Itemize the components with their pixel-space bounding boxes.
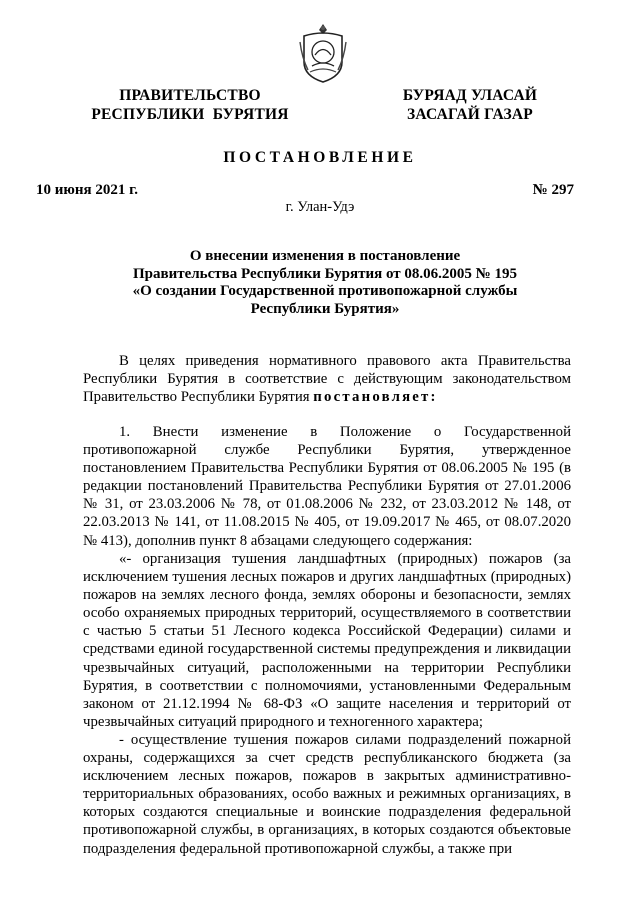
header-right-line-2: ЗАСАГАЙ ГАЗАР [407,106,533,123]
amendment-paragraph-2: - осуществление тушения пожаров силами подразделений пожарной охраны, содержащихся за счет средств республиканского бюджета (за исключением лесных пожаров, пожаров в закрытых административно-территориальных образованиях, особо важных и режимных организациях, в которых создаются специальные и воинские подразделения федеральной противопожарной службы, в организациях, в которых создаются объектовые подразделения федеральной противопожарной службы, а также при [83,731,571,857]
document-city: г. Улан-Удэ [285,199,355,215]
document-date: 10 июня 2021 г. [36,182,138,198]
item-1-paragraph [83,423,571,550]
subject-line-3: «О создании Государственной противопожарной службы [132,283,518,299]
subject-line-1: О внесении изменения в постановление [189,248,461,264]
item-1-text: 1. Внести изменение в Положение о Государственной противопожарной службе Республики Бурятия, утвержденное постановлением Правительства Республики Бурятия от 08.06.2005 № 195 (в редакции постановлений Правительства Республики Бурятия от 27.01.2006 № 31, от 23.03.2006 № 78, от 01.08.2006 № 232, от 23.03.2012 № 148, от 22.03.2013 № 141, от 11.08.2015 № 405, от 19.09.2017 № 465, от 08.07.2020 № 413), дополнив пункт 8 абзацами следующего содержания: [83,424,571,549]
subject-line-4: Республики Бурятия» [250,300,400,317]
coat-of-arms-icon [298,22,348,84]
preamble-text: В целях приведения нормативного правового акта Правительства Республики Бурятия в соответствие с действующим законодательством Правительство Республики Бурятия [83,353,571,406]
preamble-paragraph [83,352,571,406]
decree-word: постановляет: [313,389,438,406]
government-name-buryat [372,86,568,124]
header-left-line-2: РЕСПУБЛИКИ БУРЯТИЯ [91,106,289,123]
header-left-line-1: ПРАВИТЕЛЬСТВО [119,87,261,104]
amendment-paragraph-1: «- организация тушения ландшафтных (природных) пожаров (за исключением тушения лесных пожаров и других ландшафтных (природных) пожаров на землях лесного фонда, землях обороны и безопасности, землях особо охраняемых природных территорий, осуществляемого в соответствии с частью 5 статьи 51 Лесного кодекса Российской Федерации) силами и средствами единой государственной системы предупреждения и ликвидации чрезвычайных ситуаций, расположенными на территории Республики Бурятия, в соответствии с полномочиями, установленными Федеральным законом от 21.12.1994 № 68-ФЗ «О защите населения и территорий от чрезвычайных ситуаций природного и техногенного характера; [83,551,571,730]
quoted-amendment [83,550,571,858]
document-number: № 297 [532,182,574,198]
government-name-russian [80,86,300,124]
document-subject [90,248,560,318]
header-right-line-1: БУРЯАД УЛАСАЙ [402,87,538,104]
document-type-title: ПОСТАНОВЛЕНИЕ [223,149,417,166]
subject-line-2: Правительства Республики Бурятия от 08.06.2005 № 195 [132,265,517,282]
